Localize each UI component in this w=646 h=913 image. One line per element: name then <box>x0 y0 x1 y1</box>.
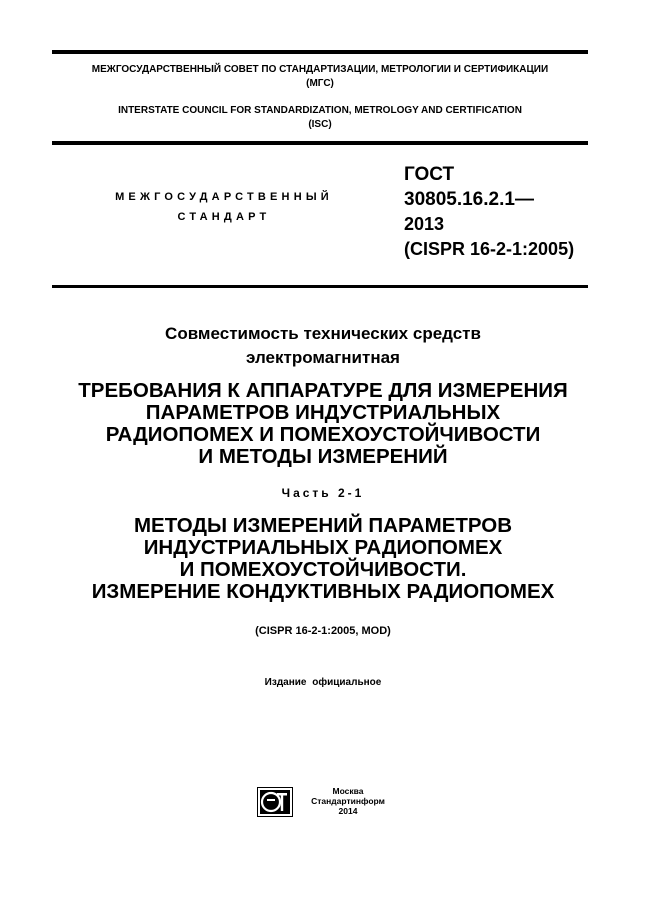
main-line2: ПАРАМЕТРОВ ИНДУСТРИАЛЬНЫХ <box>145 401 501 424</box>
top-rule <box>52 50 588 54</box>
main-line4: И МЕТОДЫ ИЗМЕРЕНИЙ <box>198 445 448 468</box>
edition-note: Издание официальное <box>264 677 382 688</box>
sub-line3: И ПОМЕХОУСТОЙЧИВОСТИ. <box>179 558 467 581</box>
title-topic <box>30 322 616 370</box>
publisher-year: 2014 <box>338 806 358 816</box>
standard-type <box>100 187 348 227</box>
sub-line2: ИНДУСТРИАЛЬНЫХ РАДИОПОМЕХ <box>143 536 503 559</box>
standard-type-line1: МЕЖГОСУДАРСТВЕННЫЙ <box>115 191 333 203</box>
council-en-line1: INTERSTATE COUNCIL FOR STANDARDIZATION, METROLOGY AND CERTIFICATION <box>118 105 522 116</box>
standard-type-line2: СТАНДАРТ <box>177 211 271 223</box>
publisher-name: Стандартинформ <box>311 796 385 806</box>
part-label: Часть 2-1 <box>281 486 365 500</box>
middle-rule <box>52 141 588 145</box>
council-name-en <box>52 104 588 132</box>
topic-line1: Совместимость технических средств <box>165 324 481 343</box>
topic-line2: электромагнитная <box>246 348 400 367</box>
sub-line4: ИЗМЕРЕНИЕ КОНДУКТИВНЫХ РАДИОПОМЕХ <box>91 580 555 603</box>
cispr-reference: (CISPR 16-2-1:2005, MOD) <box>255 625 391 637</box>
publisher-city: Москва <box>332 786 364 796</box>
designation-number: 30805.16.2.1— <box>404 189 534 210</box>
designation-year: 2013 <box>404 214 445 234</box>
main-line3: РАДИОПОМЕХ И ПОМЕХОУСТОЙЧИВОСТИ <box>105 423 541 446</box>
designation-cispr-ref: (CISPR 16-2-1:2005) <box>404 239 575 259</box>
designation-label: ГОСТ <box>404 164 455 185</box>
title-part-subtitle <box>30 515 616 603</box>
title-main <box>30 380 616 468</box>
publisher-imprint <box>298 786 398 816</box>
sub-line1: МЕТОДЫ ИЗМЕРЕНИЙ ПАРАМЕТРОВ <box>133 514 513 537</box>
main-line1: ТРЕБОВАНИЯ К АППАРАТУРЕ ДЛЯ ИЗМЕРЕНИЯ <box>78 379 568 402</box>
council-ru-line1: МЕЖГОСУДАРСТВЕННЫЙ СОВЕТ ПО СТАНДАРТИЗАЦИИ, МЕТРОЛОГИИ И СЕРТИФИКАЦИИ <box>91 64 549 75</box>
council-en-abbr: (ISC) <box>308 119 332 130</box>
council-name-ru <box>52 63 588 91</box>
standard-designation <box>404 162 574 262</box>
council-ru-abbr: (МГС) <box>306 78 334 89</box>
standartinform-logo-icon <box>257 787 293 817</box>
bottom-rule <box>52 285 588 288</box>
